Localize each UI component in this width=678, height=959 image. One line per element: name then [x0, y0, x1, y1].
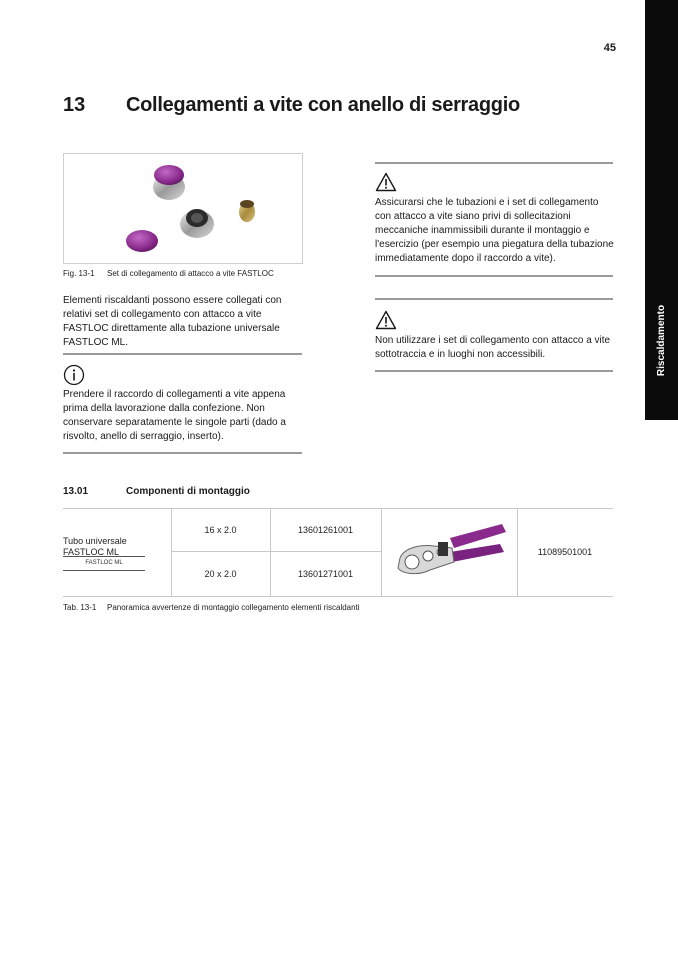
- warning2-rule-top: [375, 298, 613, 300]
- table-rule-bottom: [63, 596, 613, 597]
- warning2-rule-bottom: [375, 370, 613, 372]
- figure-label: Fig. 13-1: [63, 269, 95, 278]
- warning-icon: [375, 310, 397, 335]
- row1-size: 16 x 2.0: [204, 525, 237, 535]
- pipe-cutter-tool: [390, 518, 510, 591]
- pipe-name: Tubo universale FASTLOC ML: [63, 536, 127, 557]
- row2-code: 13601271001: [297, 569, 354, 579]
- info-note-text: Prendere il raccordo di collegamenti a vite appena prima della lavorazione dalla confezione. Non conservare separatamente le singole parti (dado a risvolto, anello di serraggio, inserto).: [63, 389, 286, 442]
- loose-cap: [126, 230, 158, 252]
- figure-caption: [63, 269, 274, 278]
- warning-icon: [375, 172, 397, 197]
- open-nut: [180, 209, 214, 238]
- table-col-divider: [270, 508, 271, 596]
- brass-insert: [239, 200, 255, 222]
- warning1-text: Assicurarsi che le tubazioni e i set di collegamento con attacco a vite siano privi di sollecitazioni meccaniche inammissibili durante il montaggio e l'esercizio (per esempio una piegatura della tubazione immediatamente dopo il raccordo a vite).: [375, 197, 614, 264]
- chapter-number: 13: [63, 94, 86, 116]
- side-tab-label: Riscaldamento: [656, 304, 668, 376]
- warning1-rule-top: [375, 162, 613, 164]
- warning2-text: Non utilizzare i set di collegamento con attacco a vite sottotraccia e in luoghi non accessibili.: [375, 335, 611, 360]
- fittings-illustration: [64, 154, 302, 263]
- tool-code: 11089501001: [537, 547, 593, 557]
- table-caption-text: Panoramica avvertenze di montaggio collegamento elementi riscaldanti: [107, 603, 360, 612]
- row1-code: 13601261001: [297, 525, 354, 535]
- info-rule-top: [63, 353, 302, 355]
- info-rule-bottom: [63, 452, 302, 454]
- info-icon: [63, 364, 85, 391]
- figure-caption-text: Set di collegamento di attacco a vite FASTLOC: [107, 269, 274, 278]
- figure-fittings: [63, 153, 303, 264]
- table-caption: [63, 603, 360, 612]
- page-number: 45: [603, 42, 616, 54]
- table-label: Tab. 13-1: [63, 603, 97, 612]
- table-col-divider: [381, 508, 382, 596]
- intro-paragraph: Elementi riscaldanti possono essere collegati con relativi set di collegamento con attacco a vite FASTLOC direttamente alla tubazione universale FASTLOC ML.: [63, 295, 282, 348]
- side-tab: [645, 0, 678, 420]
- warning1-rule-bottom: [375, 275, 613, 277]
- row2-size: 20 x 2.0: [204, 569, 237, 579]
- chapter-title: Collegamenti a vite con anello di serraggio: [126, 94, 520, 116]
- pipe-swatch: [63, 556, 145, 571]
- pipe-swatch-label: FASTLOC ML: [85, 560, 123, 566]
- section-title: Componenti di montaggio: [126, 486, 250, 497]
- capped-fitting: [153, 165, 185, 200]
- table-rule-middle: [171, 551, 381, 552]
- table-rule-top: [63, 508, 613, 509]
- table-col-divider: [171, 508, 172, 596]
- section-number: 13.01: [63, 486, 89, 497]
